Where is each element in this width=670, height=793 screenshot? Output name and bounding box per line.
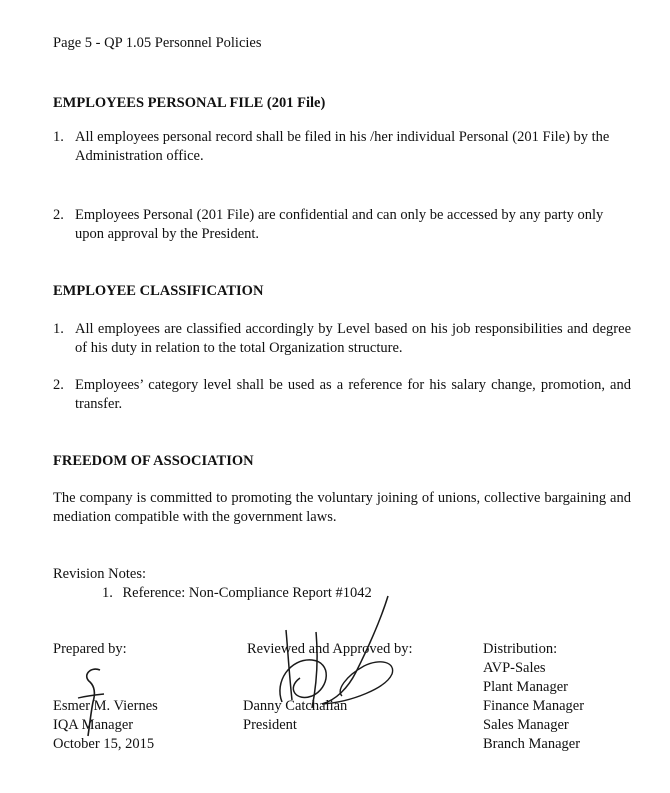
list-number: 2. <box>53 377 64 393</box>
reviewed-by-name: Danny Catchalian <box>243 698 348 714</box>
revision-text: Reference: Non-Compliance Report #1042 <box>122 585 372 601</box>
distribution-recipient: Sales Manager <box>483 717 569 733</box>
reviewed-by-signatory <box>243 697 347 735</box>
page-header: Page 5 - QP 1.05 Personnel Policies <box>53 35 262 51</box>
prepared-by-date: October 15, 2015 <box>53 736 155 752</box>
reviewed-by-title: President <box>243 717 297 733</box>
list-number: 1. <box>53 129 64 145</box>
distribution-label: Distribution: <box>483 641 558 657</box>
revision-item <box>102 584 372 603</box>
association-paragraph: The company is committed to promoting the voluntary joining of unions, collective bargaining and mediation compatible with the government laws. <box>53 490 631 525</box>
distribution-recipient: Plant Manager <box>483 679 568 695</box>
list-number: 1. <box>53 321 64 337</box>
prepared-by-name: Esmer M. Viernes <box>53 698 158 714</box>
section-heading-classification: EMPLOYEE CLASSIFICATION <box>53 283 264 299</box>
distribution-recipient: Branch Manager <box>483 736 581 752</box>
reviewed-by-block <box>247 640 413 659</box>
prepared-by-signatory <box>53 697 158 754</box>
revision-notes-label: Revision Notes: <box>53 566 147 582</box>
reviewed-by-label: Reviewed and Approved by: <box>247 641 413 657</box>
distribution-recipient: Finance Manager <box>483 698 585 714</box>
list-number: 2. <box>53 207 64 223</box>
list-text: All employees are classified accordingly by Level based on his job responsibilities and degree of his duty in relation to the total Organization structure. <box>75 321 631 356</box>
prepared-by-label: Prepared by: <box>53 641 127 657</box>
section-heading-personal-file: EMPLOYEES PERSONAL FILE (201 File) <box>53 95 326 111</box>
section-heading-association: FREEDOM OF ASSOCIATION <box>53 453 254 469</box>
prepared-by-block <box>53 640 127 659</box>
revision-number: 1. <box>102 585 113 601</box>
list-text: All employees personal record shall be filed in his /her individual Personal (201 File) by the Administration office. <box>75 129 610 164</box>
list-text: Employees’ category level shall be used as a reference for his salary change, promotion, and transfer. <box>75 377 631 412</box>
distribution-recipient: AVP-Sales <box>483 660 546 676</box>
distribution-block <box>483 640 584 754</box>
prepared-by-title: IQA Manager <box>53 717 134 733</box>
list-text: Employees Personal (201 File) are confidential and can only be accessed by any party only upon approval by the President. <box>75 207 604 242</box>
